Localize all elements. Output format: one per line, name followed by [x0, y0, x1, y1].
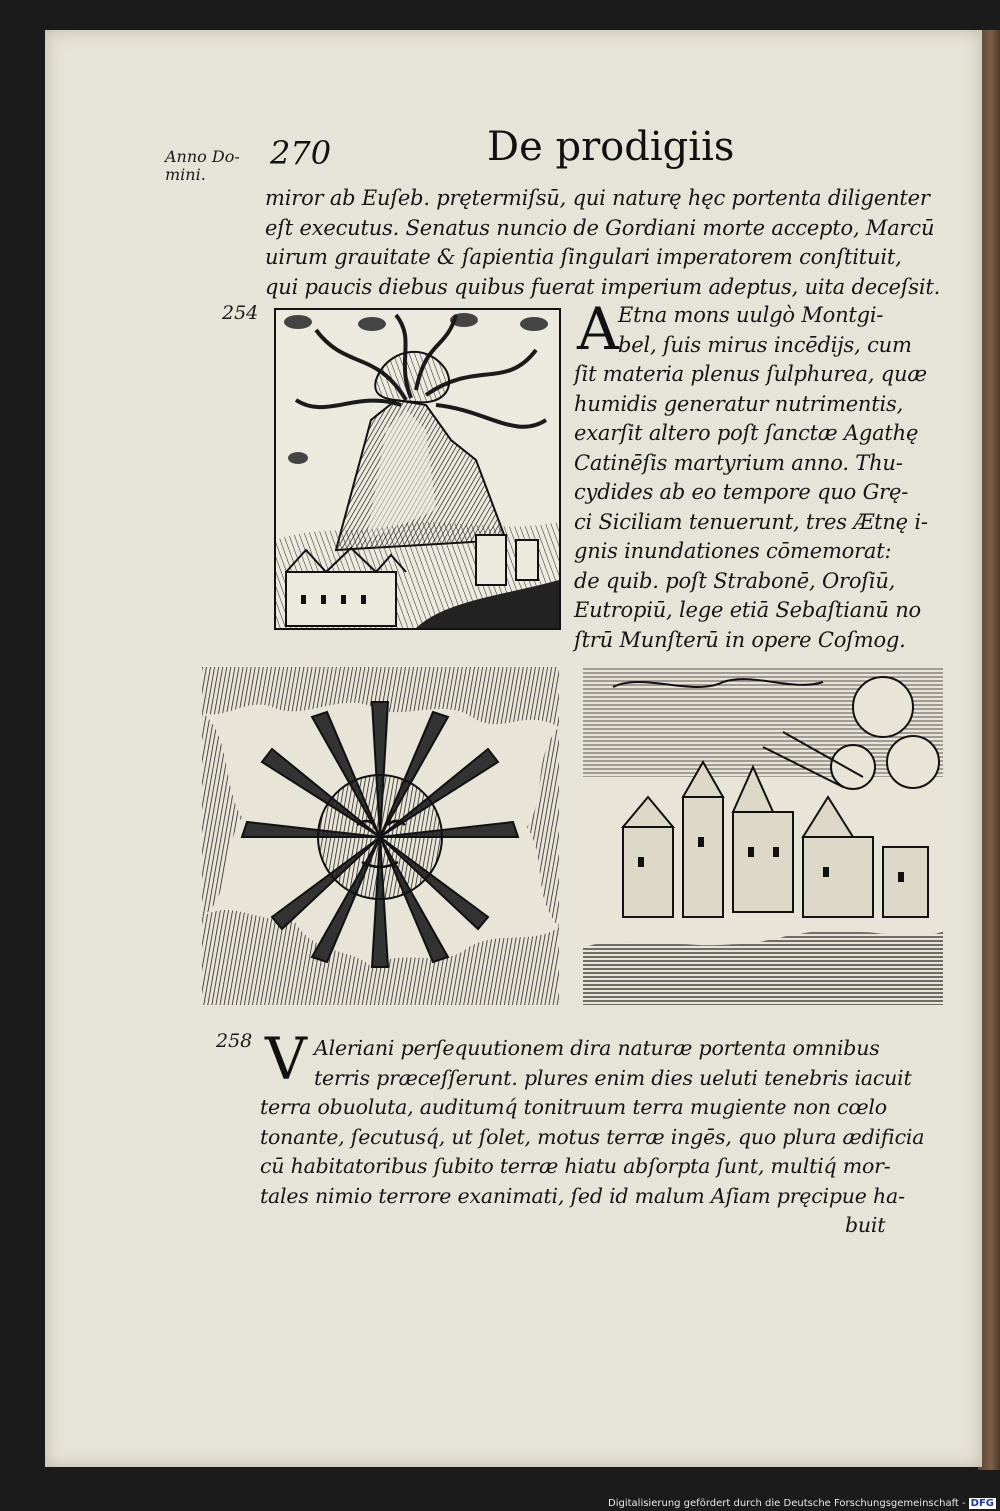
volcano-illustration — [276, 310, 559, 628]
earthquake-city-woodcut — [583, 667, 943, 1005]
paragraph-1 — [265, 184, 940, 302]
dfg-logo: DFG — [970, 1498, 994, 1509]
page-number: 270 — [270, 134, 332, 172]
text-line: eſt executus. Senatus nuncio de Gordiani morte accepto, Marcū — [265, 215, 935, 240]
text-line: terris præceſſerunt. plures enim dies ueluti tenebris iacuit — [314, 1065, 912, 1090]
text-line: ſtrū Munſterū in opere Coſmog. — [574, 627, 906, 652]
paragraph-3 — [260, 1034, 924, 1241]
text-line: tales nimio terrore exanimati, ſed id malum Aſiam pręcipue ha- — [260, 1183, 905, 1208]
text-line: exarſit altero poſt ſanctæ Agathę — [574, 421, 919, 445]
margin-note-line: mini. — [165, 165, 206, 184]
text-line: bel, ſuis mirus incēdijs, cum — [618, 332, 912, 357]
text-line: terra obuoluta, auditumq́ tonitruum terra mugiente non cœlo — [260, 1095, 887, 1119]
text-line: tonante, ſecutusq́, ut ſolet, motus terræ ingēs, quo plura ædificia — [260, 1124, 925, 1149]
text-line: de quib. poſt Strabonē, Oroſiū, — [574, 568, 896, 593]
text-line: cydides ab eo tempore quo Grę- — [574, 480, 909, 504]
text-line: uirum grauitate & ſapientia ſingulari imperatorem conſtituit, — [265, 245, 902, 269]
paragraph-2 — [574, 295, 928, 655]
text-line: cū habitatoribus ſubito terræ hiatu abſorpta ſunt, multiq́ mor- — [260, 1154, 891, 1178]
margin-note-line: Anno Do- — [165, 147, 240, 166]
text-line: Etna mons uulgò Montgi- — [618, 303, 884, 327]
digitization-credit — [605, 1496, 1000, 1511]
credit-text: Digitalisierung gefördert durch die Deutsche Forschungsgemeinschaft - — [608, 1498, 966, 1509]
drop-cap-v: V — [265, 1025, 307, 1093]
running-head-title: De prodigiis — [487, 124, 735, 170]
city-illustration — [583, 667, 943, 1005]
margin-year-number: 258 — [216, 1030, 253, 1052]
margin-year-number: 254 — [222, 302, 259, 324]
margin-note-anno-domini — [165, 148, 240, 184]
drop-cap-a: A — [577, 295, 619, 363]
text-line: ci Siciliam tenuerunt, tres Ætnę i- — [574, 509, 928, 534]
text-line: miror ab Euſeb. prętermiſsū, qui naturę hęc portenta diligenter — [265, 186, 930, 210]
text-line: humidis generatur nutrimentis, — [574, 391, 904, 416]
etna-volcano-woodcut — [274, 308, 561, 630]
text-line: qui paucis diebus quibus fuerat imperium adeptus, uita deceſsit. — [265, 274, 941, 299]
text-line: buit — [845, 1213, 886, 1237]
text-line: gnis inundationes cōmemorat: — [574, 539, 892, 563]
text-line: ſit materia plenus ſulphurea, quæ — [574, 362, 927, 386]
sun-woodcut — [202, 667, 559, 1005]
text-line: Catinēſis martyrium anno. Thu- — [574, 450, 903, 475]
text-line: Eutropiū, lege etiā Sebaſtianū no — [574, 598, 921, 622]
text-line: Aleriani perſequutionem dira naturæ portenta omnibus — [314, 1036, 880, 1060]
sun-illustration — [202, 667, 559, 1005]
